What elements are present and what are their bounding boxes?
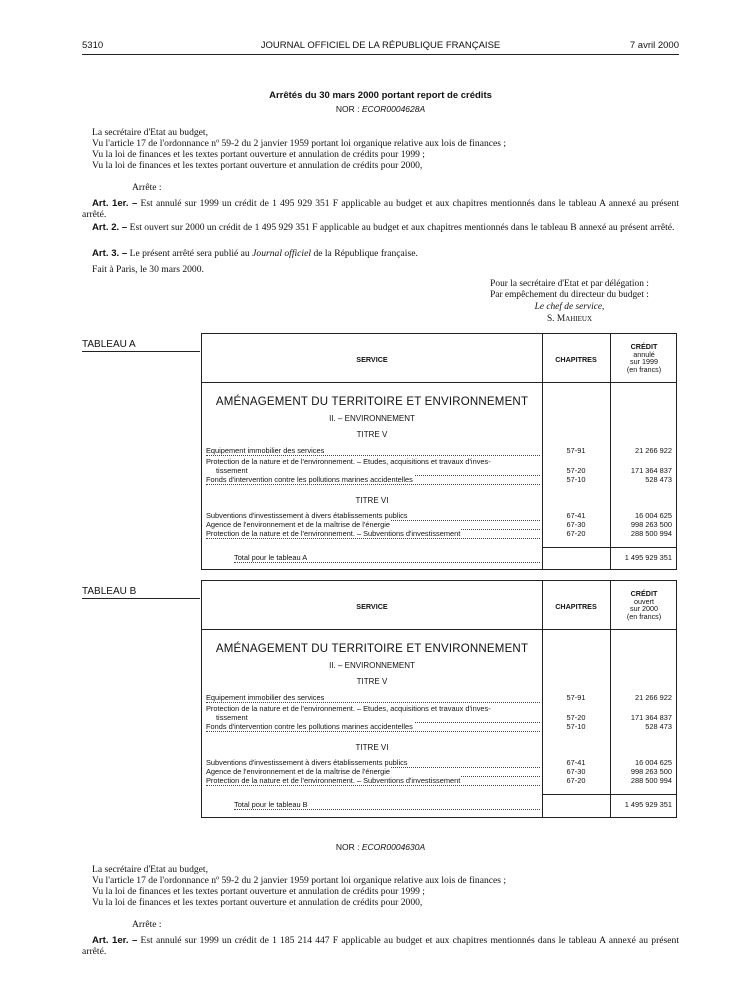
table-row-chapitre: 57-20 [566, 713, 586, 722]
table-row-label: Protection de la nature et de l'environnement. – Etudes, acquisitions et travaux d'inves- [206, 704, 491, 713]
signature-line: Par empêchement du directeur du budget : [490, 290, 649, 300]
table-row-label: Fonds d'intervention contre les pollutions marines accidentelles [206, 475, 413, 484]
table-total-amount: 1 495 929 351 [624, 553, 672, 562]
table-label: TABLEAU A [82, 339, 200, 352]
credit-header-line: ouvert [634, 596, 654, 606]
table-row-amount: 288 500 994 [630, 529, 672, 538]
header-rule [82, 54, 679, 55]
decree-title: Arrêtés du 30 mars 2000 portant report de crédits [269, 90, 492, 101]
nor-code: ECOR0004630A [361, 842, 426, 852]
article-2-text: Est ouvert sur 2000 un crédit de 1 495 929 351 F applicable au budget et aux chapitres mentionnés dans le tableau B annexé au présent arrêté. [129, 222, 675, 233]
journal-title: JOURNAL OFFICIEL DE LA RÉPUBLIQUE FRANÇAISE [260, 40, 501, 51]
nor-label: NOR : [335, 842, 360, 852]
credit-header-line: (en francs) [626, 364, 662, 374]
credit-header-line: sur 2000 [630, 604, 658, 613]
nor-code: ECOR0004628A [361, 104, 426, 114]
table-row-label: Subventions d'investissement à divers établissements publics [206, 511, 408, 520]
table-row-label: Equipement immobilier des services [206, 693, 325, 702]
preamble-line: Vu la loi de finances et les textes portant ouverture et annulation de crédits pour 2000, [92, 897, 423, 908]
preamble-line: Vu l'article 17 de l'ordonnance nº 59-2 du 2 janvier 1959 portant loi organique relative aux lois de finances ; [92, 138, 507, 149]
column-header-chapitres: CHAPITRES [555, 602, 597, 611]
table-row-chapitre: 57-10 [566, 475, 586, 484]
column-header-credit [610, 590, 678, 620]
article-2-label: Art. 2. – [92, 222, 128, 233]
ministry-heading: AMÉNAGEMENT DU TERRITOIRE ET ENVIRONNEMENT [215, 643, 529, 655]
article-3-text: Le présent arrêté sera publié au [129, 248, 250, 259]
preamble-line: Vu la loi de finances et les textes portant ouverture et annulation de crédits pour 1999 ; [92, 886, 425, 897]
article-1-label: Art. 1er. – [92, 935, 138, 946]
table-total-label: Total pour le tableau A [234, 553, 308, 562]
signature-line: Pour la secrétaire d'Etat et par délégation : [490, 279, 649, 289]
titre-heading: TITRE V [356, 677, 388, 686]
issue-date: 7 avril 2000 [629, 40, 679, 51]
table-row-chapitre: 67-20 [566, 776, 586, 785]
table-row-label: Fonds d'intervention contre les pollutions marines accidentelles [206, 722, 413, 731]
column-header-service: SERVICE [356, 602, 388, 611]
article-1 [82, 935, 679, 957]
article-3-text-end: de la République française. [313, 248, 418, 259]
table-row-label: Agence de l'environnement et de la maîtrise de l'énergie [206, 767, 391, 776]
credit-header-line: sur 1999 [630, 357, 658, 366]
table-b [201, 580, 677, 818]
table-row-chapitre: 57-91 [566, 446, 586, 455]
article-1-text: Est annulé sur 1999 un crédit de 1 495 929 351 F applicable au budget et aux chapitres mentionnés dans le tableau A annexé au présent arrêté. [82, 198, 680, 220]
table-row-amount: 528 473 [645, 722, 672, 731]
table-row-label: Agence de l'environnement et de la maîtrise de l'énergie [206, 520, 391, 529]
credit-header-line: CRÉDIT [630, 342, 658, 351]
table-row-label: Subventions d'investissement à divers établissements publics [206, 758, 408, 767]
column-header-credit [610, 343, 678, 373]
credit-header-line: CRÉDIT [630, 589, 658, 598]
signatory-name: S. Mahieux [546, 314, 593, 324]
table-row-chapitre: 67-41 [566, 758, 586, 767]
credit-header-line: (en francs) [626, 611, 662, 621]
article-1 [82, 198, 679, 220]
table-row-amount: 288 500 994 [630, 776, 672, 785]
table-row-label-cont: tissement [216, 713, 248, 722]
table-row-chapitre: 67-41 [566, 511, 586, 520]
nor-reference-2 [82, 842, 679, 852]
table-row-amount: 171 364 837 [630, 466, 672, 475]
arrete-label: Arrête : [132, 182, 162, 193]
preamble-line: La secrétaire d'Etat au budget, [92, 127, 208, 138]
article-3-label: Art. 3. – [92, 248, 128, 259]
preamble-line: La secrétaire d'Etat au budget, [92, 864, 208, 875]
table-row-amount: 171 364 837 [630, 713, 672, 722]
table-row-label: Protection de la nature et de l'environnement. – Subventions d'investissement [206, 776, 461, 785]
table-row-amount: 998 263 500 [630, 520, 672, 529]
column-header-service: SERVICE [356, 355, 388, 364]
signature-line: Le chef de service, [534, 302, 605, 312]
table-row-amount: 528 473 [645, 475, 672, 484]
table-row-label-cont: tissement [216, 466, 248, 475]
table-row-amount: 21 266 922 [635, 693, 672, 702]
preamble-line: Vu l'article 17 de l'ordonnance nº 59-2 du 2 janvier 1959 portant loi organique relative aux lois de finances ; [92, 875, 507, 886]
table-row-chapitre: 57-20 [566, 466, 586, 475]
table-row-label: Equipement immobilier des services [206, 446, 325, 455]
ministry-heading: AMÉNAGEMENT DU TERRITOIRE ET ENVIRONNEMENT [215, 396, 529, 408]
table-row-label: Protection de la nature et de l'environnement. – Subventions d'investissement [206, 529, 461, 538]
section-heading: II. – ENVIRONNEMENT [329, 661, 415, 670]
table-row-amount: 21 266 922 [635, 446, 672, 455]
page-number: 5310 [82, 40, 104, 51]
table-row-amount: 16 004 625 [635, 511, 672, 520]
titre-heading: TITRE V [356, 430, 388, 439]
table-row-amount: 998 263 500 [630, 767, 672, 776]
arrete-label: Arrête : [132, 919, 162, 930]
preamble-line: Vu la loi de finances et les textes portant ouverture et annulation de crédits pour 1999 ; [92, 149, 425, 160]
table-row-amount: 16 004 625 [635, 758, 672, 767]
article-1-label: Art. 1er. – [92, 198, 138, 209]
credit-header-line: annulé [633, 349, 655, 359]
titre-heading: TITRE VI [355, 496, 389, 505]
table-total-label: Total pour le tableau B [234, 800, 308, 809]
table-row-chapitre: 67-30 [566, 520, 586, 529]
table-label: TABLEAU B [82, 586, 200, 599]
article-3 [92, 248, 418, 259]
article-2 [82, 222, 679, 233]
table-row-chapitre: 57-91 [566, 693, 586, 702]
column-header-chapitres: CHAPITRES [555, 355, 597, 364]
table-a [201, 333, 677, 570]
table-row-label: Protection de la nature et de l'environnement. – Etudes, acquisitions et travaux d'inves- [206, 457, 491, 466]
article-1-text: Est annulé sur 1999 un crédit de 1 185 214 447 F applicable au budget et aux chapitres mentionnés dans le tableau A annexé au présent arrêté. [82, 935, 680, 957]
section-heading: II. – ENVIRONNEMENT [329, 414, 415, 423]
table-row-chapitre: 67-20 [566, 529, 586, 538]
table-row-chapitre: 67-30 [566, 767, 586, 776]
table-row-chapitre: 57-10 [566, 722, 586, 731]
nor-label: NOR : [335, 104, 360, 114]
journal-officiel-italic: Journal officiel [252, 248, 312, 259]
preamble-line: Vu la loi de finances et les textes portant ouverture et annulation de crédits pour 2000, [92, 160, 423, 171]
table-total-amount: 1 495 929 351 [624, 800, 672, 809]
fait-a-paris: Fait à Paris, le 30 mars 2000. [92, 264, 204, 275]
titre-heading: TITRE VI [355, 743, 389, 752]
nor-reference-1 [82, 104, 679, 114]
